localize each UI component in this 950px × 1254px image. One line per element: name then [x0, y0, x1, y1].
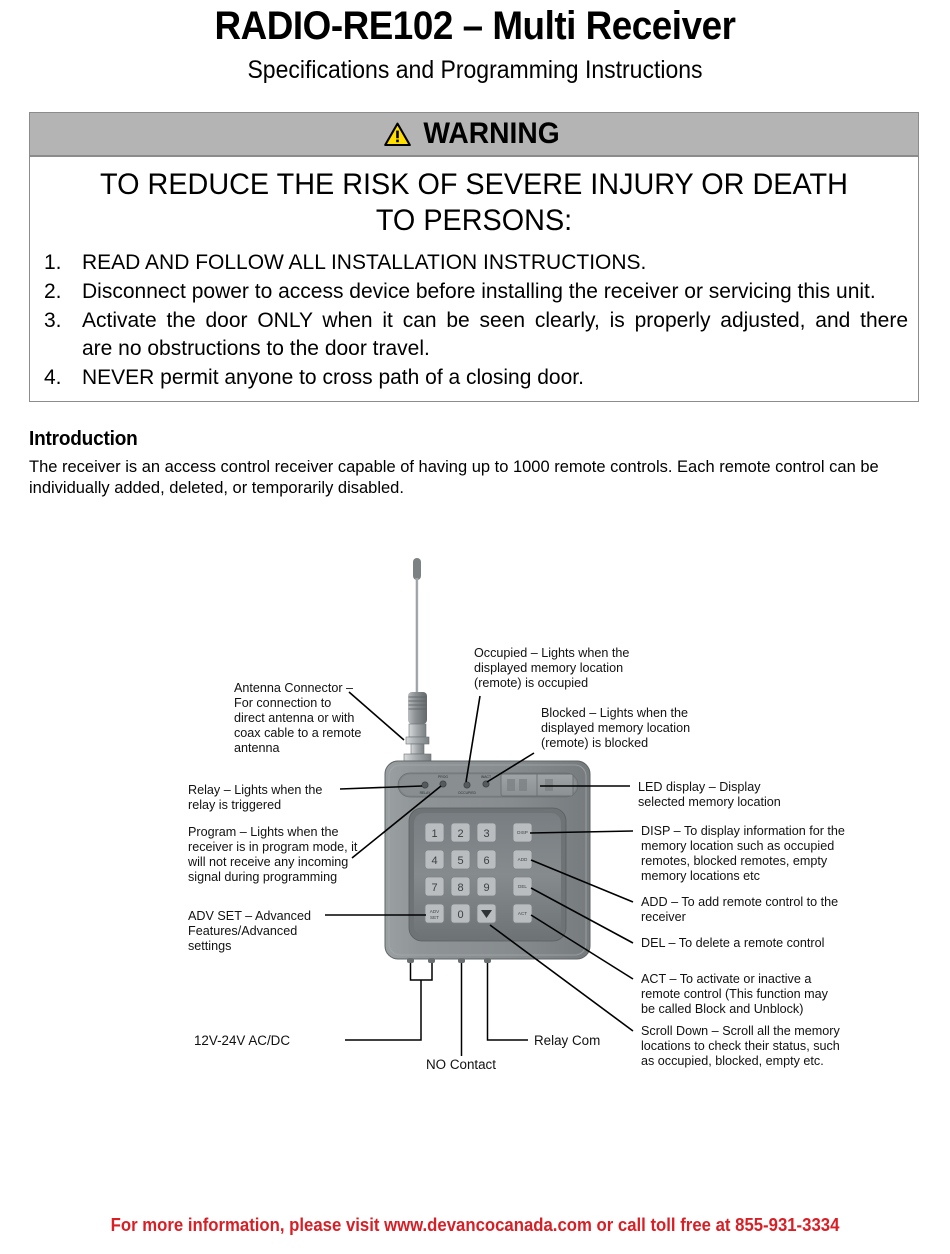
key-adv-set-label: ADV: [429, 909, 440, 914]
svg-text:Relay Com: Relay Com: [534, 1033, 601, 1048]
key-del-label: DEL: [518, 884, 527, 889]
svg-text:displayed memory location: displayed memory location: [541, 721, 691, 735]
callout-power-input: [194, 1033, 290, 1048]
led-label-occupied: OCCUPIED: [458, 791, 476, 795]
page-title: RADIO-RE102 – Multi Receiver: [214, 4, 736, 48]
svg-text:memory location such as occupi: memory location such as occupied: [641, 839, 835, 853]
key-6[interactable]: [477, 850, 496, 869]
key-5-label: 5: [457, 855, 464, 867]
svg-text:For connection to: For connection to: [234, 696, 332, 710]
key-2-label: 2: [457, 828, 464, 840]
warning-list: [30, 249, 918, 392]
warning-box: [29, 112, 919, 402]
svg-text:12V-24V AC/DC: 12V-24V AC/DC: [193, 1033, 290, 1048]
svg-text:coax cable to a remote: coax cable to a remote: [234, 726, 362, 740]
key-act[interactable]: [513, 904, 532, 923]
svg-text:relay is triggered: relay is triggered: [188, 798, 282, 812]
led-label-relay: RELAY: [419, 791, 431, 795]
key-act-label: ACT: [517, 911, 528, 916]
key-7[interactable]: [425, 877, 444, 896]
key-5[interactable]: [451, 850, 470, 869]
svg-text:NO Contact: NO Contact: [426, 1057, 496, 1072]
svg-text:ACT – To activate or inactive: ACT – To activate or inactive a: [641, 972, 812, 986]
svg-text:LED display – Display: LED display – Display: [638, 780, 761, 794]
callout-antenna-connector: [234, 681, 404, 755]
svg-text:memory locations etc: memory locations etc: [641, 869, 760, 883]
warning-item: [30, 364, 918, 392]
introduction-heading: Introduction: [29, 428, 138, 450]
key-disp-label: DISP: [517, 830, 528, 835]
callout-relay-com: [534, 1033, 600, 1048]
warning-item-text-line2: are no obstructions to the door travel.: [82, 337, 430, 360]
antenna: [408, 558, 427, 724]
svg-text:ADD – To add remote control to: ADD – To add remote control to the: [641, 895, 839, 909]
warning-item: [30, 307, 918, 363]
warning-item: [30, 249, 918, 277]
svg-text:Relay – Lights when the: Relay – Lights when the: [188, 783, 323, 797]
key-adv-set-label2: SET: [430, 915, 439, 920]
warning-item: [30, 278, 918, 306]
svg-text:be called Block and Unblock): be called Block and Unblock): [641, 1002, 804, 1016]
key-2[interactable]: [451, 823, 470, 842]
svg-text:Program – Lights when the: Program – Lights when the: [188, 825, 339, 839]
warning-body: [30, 157, 918, 401]
svg-text:Features/Advanced: Features/Advanced: [188, 924, 298, 938]
warning-item-text: NEVER permit anyone to cross path of a closing door.: [82, 366, 584, 389]
svg-text:receiver is in program mode, i: receiver is in program mode, it: [188, 840, 358, 854]
warning-item-text: READ AND FOLLOW ALL INSTALLATION INSTRUCTIONS.: [82, 251, 647, 274]
svg-text:selected memory location: selected memory location: [638, 795, 781, 809]
key-8-label: 8: [457, 882, 464, 894]
svg-text:Antenna Connector –: Antenna Connector –: [234, 681, 354, 695]
introduction-line-2: individually added, deleted, or temporarily disabled.: [29, 478, 404, 497]
warning-header: [30, 113, 918, 157]
key-0[interactable]: [451, 904, 470, 923]
warning-item-text: Disconnect power to access device before installing the receiver or servicing this unit.: [82, 280, 876, 303]
key-8[interactable]: [451, 877, 470, 896]
key-0-label: 0: [457, 909, 464, 921]
svg-text:(remote) is blocked: (remote) is blocked: [541, 736, 649, 750]
key-1[interactable]: [425, 823, 444, 842]
key-del[interactable]: [513, 877, 532, 896]
svg-text:Occupied – Lights when the: Occupied – Lights when the: [474, 646, 630, 660]
warning-item-number: 3.: [44, 309, 62, 332]
key-3-label: 3: [483, 828, 490, 840]
key-scroll-down[interactable]: [477, 904, 496, 923]
key-adv-set[interactable]: [425, 904, 444, 923]
warning-label: WARNING: [423, 117, 560, 150]
svg-text:remote control (This function: remote control (This function may: [641, 987, 828, 1001]
svg-text:displayed memory location: displayed memory location: [474, 661, 624, 675]
svg-text:DEL – To delete a remote contr: DEL – To delete a remote control: [641, 936, 825, 950]
led-label-prog: PROG: [438, 775, 448, 779]
svg-text:remotes, blocked remotes, empt: remotes, blocked remotes, empty: [641, 854, 828, 868]
warning-item-number: 1.: [44, 251, 62, 274]
key-9-label: 9: [483, 882, 490, 894]
warning-item-number: 2.: [44, 280, 62, 303]
svg-text:locations to check their statu: locations to check their status, such: [641, 1039, 840, 1053]
svg-text:antenna: antenna: [234, 741, 280, 755]
receiver-diagram: [0, 540, 950, 1100]
warning-heading: TO REDUCE THE RISK OF SEVERE INJURY OR DEATH TO PERSONS:: [100, 168, 848, 237]
svg-text:Scroll Down – Scroll all the m: Scroll Down – Scroll all the memory: [641, 1024, 840, 1038]
callout-no-contact: [426, 1057, 496, 1072]
svg-text:signal during programming: signal during programming: [188, 870, 338, 884]
key-add[interactable]: [513, 850, 532, 869]
svg-text:direct antenna or with: direct antenna or with: [234, 711, 355, 725]
svg-text:DISP – To display information: DISP – To display information for the: [641, 824, 845, 838]
led-display-window: [501, 774, 573, 796]
key-disp[interactable]: [513, 823, 532, 842]
svg-text:ADV SET – Advanced: ADV SET – Advanced: [188, 909, 311, 923]
svg-text:will not receive any incoming: will not receive any incoming: [188, 855, 349, 869]
svg-text:(remote) is occupied: (remote) is occupied: [474, 676, 589, 690]
footer-contact: For more information, please visit www.devancocanada.com or call toll free at 855-931-3334: [110, 1215, 840, 1235]
key-4[interactable]: [425, 850, 444, 869]
page-subtitle: Specifications and Programming Instructions: [247, 56, 703, 84]
introduction-text: [29, 456, 888, 498]
key-6-label: 6: [483, 855, 490, 867]
receiver-diagram-svg: [0, 540, 950, 1100]
key-9[interactable]: [477, 877, 496, 896]
led-label-inact: INACT: [480, 775, 492, 779]
warning-item-number: 4.: [44, 366, 62, 389]
key-3[interactable]: [477, 823, 496, 842]
svg-text:receiver: receiver: [641, 910, 686, 924]
svg-text:Blocked – Lights when the: Blocked – Lights when the: [541, 706, 689, 720]
introduction-line-1: The receiver is an access control receiver capable of having up to 1000 remote controls. Each remote control can be: [29, 457, 879, 476]
key-1-label: 1: [431, 828, 438, 840]
key-add-label: ADD: [517, 857, 528, 862]
antenna-connector: [404, 724, 431, 761]
svg-text:settings: settings: [188, 939, 232, 953]
key-7-label: 7: [431, 882, 438, 894]
svg-text:as occupied, blocked, empty et: as occupied, blocked, empty etc.: [641, 1054, 824, 1068]
relay-com-lead: [488, 963, 529, 1040]
power-bracket: [345, 963, 432, 1040]
warning-item-text-line1: Activate the door ONLY when it can be seen clearly, is properly adjusted, and there: [82, 309, 908, 332]
warning-triangle-icon: [384, 122, 411, 147]
key-4-label: 4: [431, 855, 438, 867]
